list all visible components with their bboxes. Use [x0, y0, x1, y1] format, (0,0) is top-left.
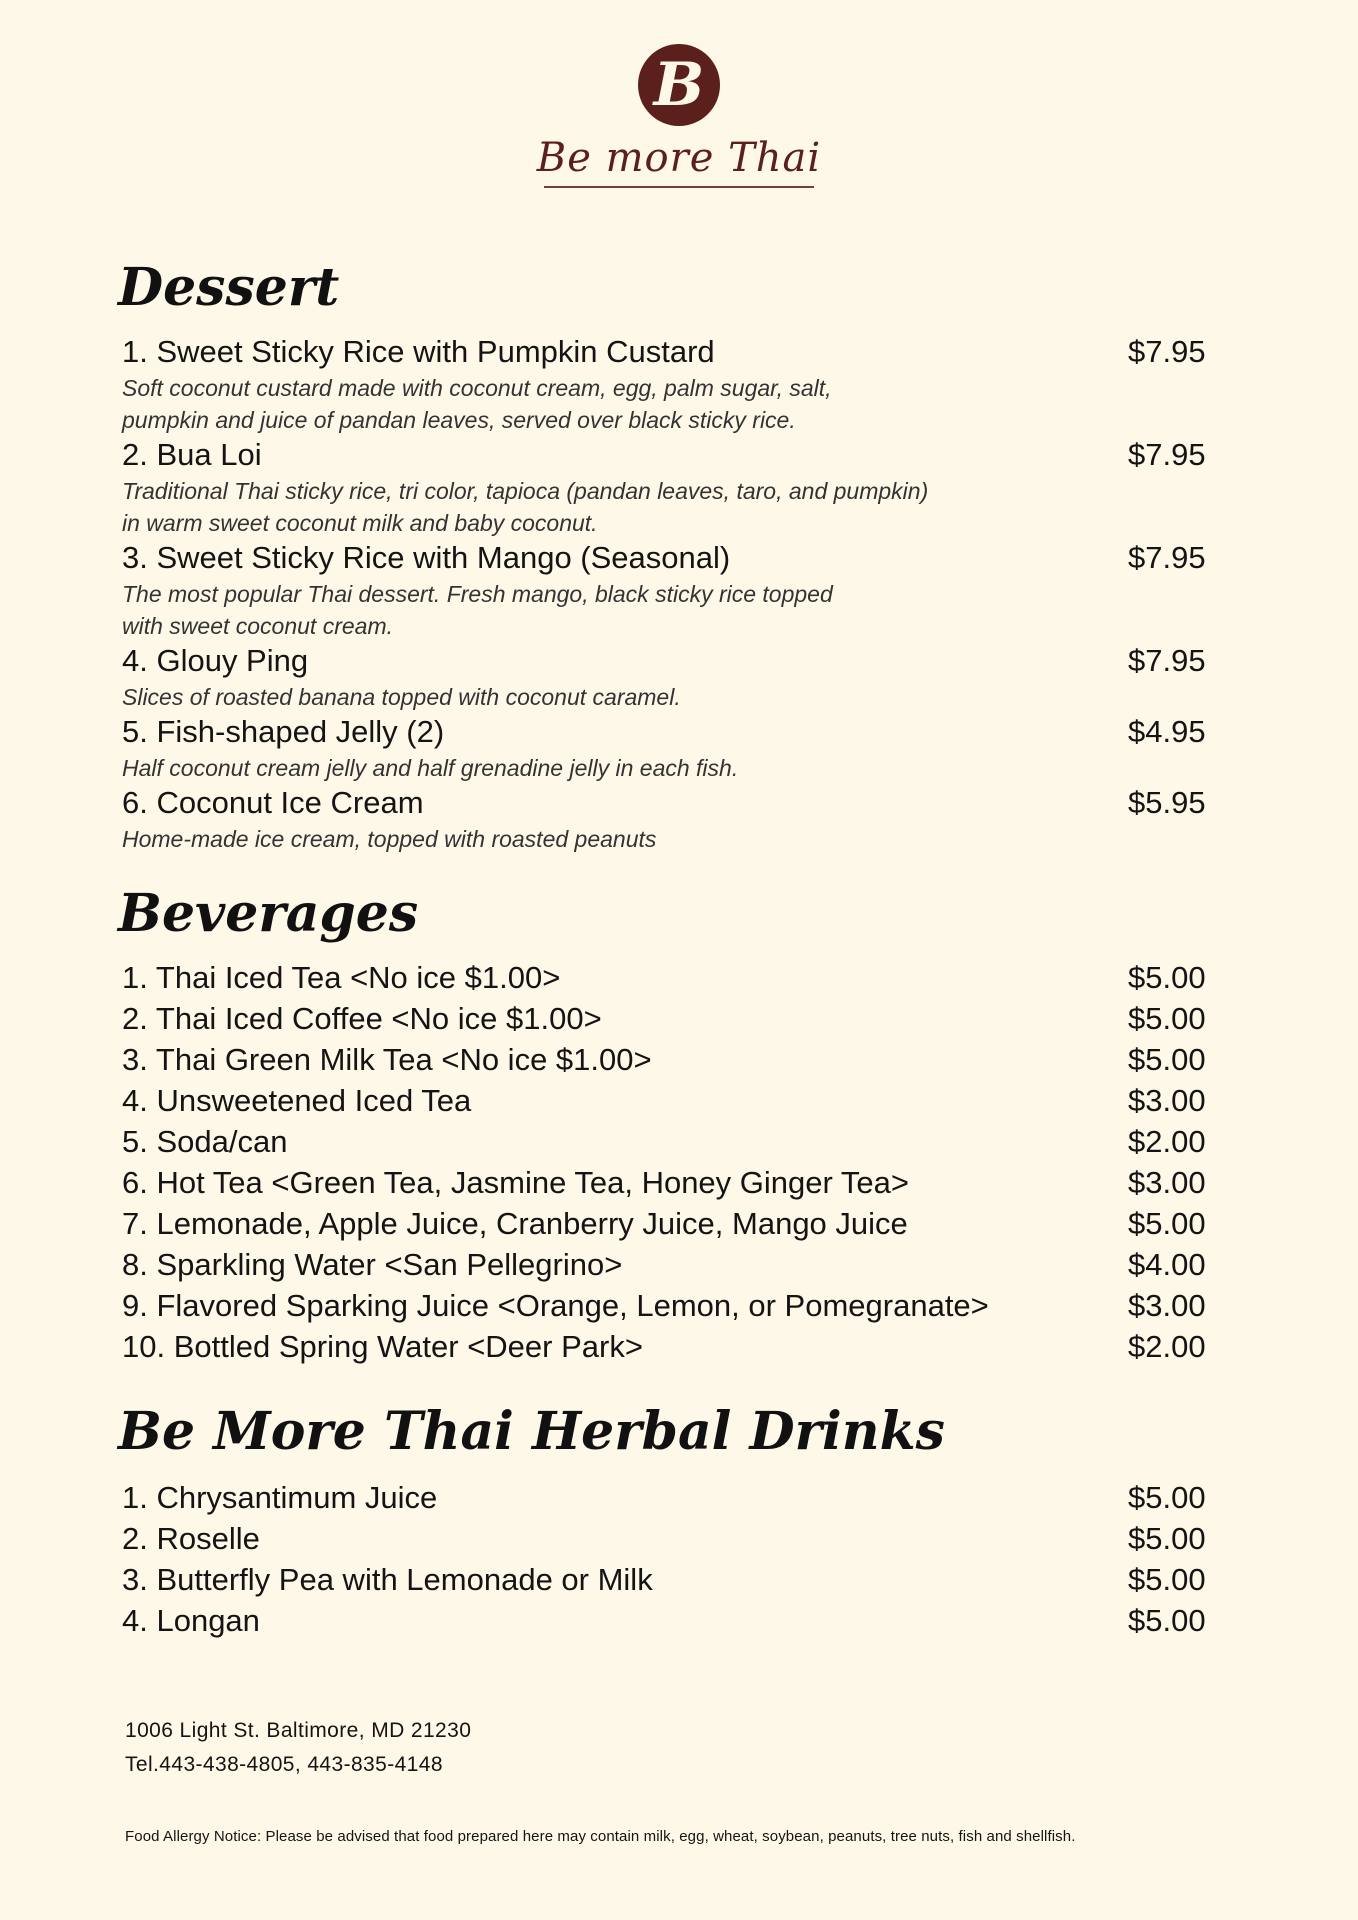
item-description: Home-made ice cream, topped with roasted peanuts — [122, 826, 657, 852]
beverage-item — [122, 1245, 1212, 1285]
item-name: 9. Flavored Sparking Juice <Orange, Lemon, or Pomegranate> — [122, 1288, 989, 1323]
item-price: $7.95 — [1128, 540, 1206, 575]
item-name: 4. Glouy Ping — [122, 643, 309, 678]
item-description: Half coconut cream jelly and half grenadine jelly in each fish. — [122, 755, 739, 781]
beverage-item — [122, 999, 1212, 1039]
item-name: 2. Bua Loi — [122, 437, 262, 472]
herbal-item — [122, 1560, 1212, 1600]
item-price: $7.95 — [1128, 643, 1206, 678]
item-name: 4. Unsweetened Iced Tea — [122, 1083, 472, 1118]
brand-name: Be more Thai — [536, 135, 822, 181]
phone-numbers: Tel.443-438-4805, 443-835-4148 — [125, 1753, 443, 1776]
item-name: 1. Sweet Sticky Rice with Pumpkin Custard — [122, 334, 715, 369]
dessert-item — [122, 538, 1212, 642]
item-price: $4.95 — [1128, 714, 1206, 749]
address: 1006 Light St. Baltimore, MD 21230 — [125, 1719, 472, 1742]
item-price: $5.00 — [1128, 1206, 1206, 1241]
item-price: $3.00 — [1128, 1165, 1206, 1200]
herbal-item — [122, 1519, 1212, 1559]
dessert-title: Dessert — [118, 257, 340, 318]
item-description: Soft coconut custard made with coconut cream, egg, palm sugar, salt, — [122, 375, 832, 401]
herbal-drinks-title: Be More Thai Herbal Drinks — [118, 1401, 945, 1462]
item-description: with sweet coconut cream. — [122, 613, 394, 639]
dessert-item — [122, 641, 1212, 713]
item-price: $7.95 — [1128, 334, 1206, 369]
beverage-item — [122, 1163, 1212, 1203]
beverage-item — [122, 1040, 1212, 1080]
herbal-item — [122, 1478, 1212, 1518]
item-name: 1. Thai Iced Tea <No ice $1.00> — [122, 960, 561, 995]
item-price: $3.00 — [1128, 1288, 1206, 1323]
item-name: 2. Thai Iced Coffee <No ice $1.00> — [122, 1001, 602, 1036]
dessert-item — [122, 783, 1212, 855]
logo-underline — [544, 186, 814, 188]
item-price: $5.00 — [1128, 1521, 1206, 1556]
beverages-title: Beverages — [118, 883, 419, 944]
item-name: 3. Butterfly Pea with Lemonade or Milk — [122, 1562, 653, 1597]
item-name: 7. Lemonade, Apple Juice, Cranberry Juice, Mango Juice — [122, 1206, 908, 1241]
logo-mark: B — [638, 44, 720, 126]
dessert-item — [122, 712, 1212, 784]
item-name: 4. Longan — [122, 1603, 260, 1638]
beverage-item — [122, 1286, 1212, 1326]
item-price: $2.00 — [1128, 1329, 1206, 1364]
item-name: 5. Fish-shaped Jelly (2) — [122, 714, 445, 749]
item-name: 8. Sparkling Water <San Pellegrino> — [122, 1247, 623, 1282]
dessert-item — [122, 435, 1212, 539]
beverage-item — [122, 1327, 1212, 1367]
beverage-item — [122, 1081, 1212, 1121]
item-price: $5.00 — [1128, 1001, 1206, 1036]
item-name: 5. Soda/can — [122, 1124, 288, 1159]
item-description: Traditional Thai sticky rice, tri color, tapioca (pandan leaves, taro, and pumpkin) — [122, 478, 929, 504]
item-description: The most popular Thai dessert. Fresh mango, black sticky rice topped — [122, 581, 833, 607]
item-price: $7.95 — [1128, 437, 1206, 472]
herbal-item — [122, 1601, 1212, 1641]
item-price: $5.00 — [1128, 960, 1206, 995]
item-price: $5.00 — [1128, 1042, 1206, 1077]
item-price: $4.00 — [1128, 1247, 1206, 1282]
item-price: $3.00 — [1128, 1083, 1206, 1118]
item-name: 6. Coconut Ice Cream — [122, 785, 424, 820]
beverage-item — [122, 958, 1212, 998]
item-name: 6. Hot Tea <Green Tea, Jasmine Tea, Honey Ginger Tea> — [122, 1165, 909, 1200]
allergy-notice: Food Allergy Notice: Please be advised that food prepared here may contain milk, egg, wheat, soybean, peanuts, tree nuts, fish and shellfish. — [125, 1828, 1076, 1845]
item-description: in warm sweet coconut milk and baby coconut. — [122, 510, 598, 536]
beverage-item — [122, 1204, 1212, 1244]
item-name: 3. Sweet Sticky Rice with Mango (Seasonal) — [122, 540, 731, 575]
item-price: $2.00 — [1128, 1124, 1206, 1159]
item-description: pumpkin and juice of pandan leaves, served over black sticky rice. — [122, 407, 796, 433]
item-name: 2. Roselle — [122, 1521, 260, 1556]
item-price: $5.00 — [1128, 1480, 1206, 1515]
item-name: 1. Chrysantimum Juice — [122, 1480, 438, 1515]
item-price: $5.95 — [1128, 785, 1206, 820]
beverage-item — [122, 1122, 1212, 1162]
item-price: $5.00 — [1128, 1603, 1206, 1638]
dessert-item — [122, 332, 1212, 436]
item-name: 10. Bottled Spring Water <Deer Park> — [122, 1329, 643, 1364]
footer-contact — [125, 1714, 471, 1782]
brand-logo — [0, 44, 1358, 188]
item-description: Slices of roasted banana topped with coconut caramel. — [122, 684, 681, 710]
item-name: 3. Thai Green Milk Tea <No ice $1.00> — [122, 1042, 652, 1077]
item-price: $5.00 — [1128, 1562, 1206, 1597]
